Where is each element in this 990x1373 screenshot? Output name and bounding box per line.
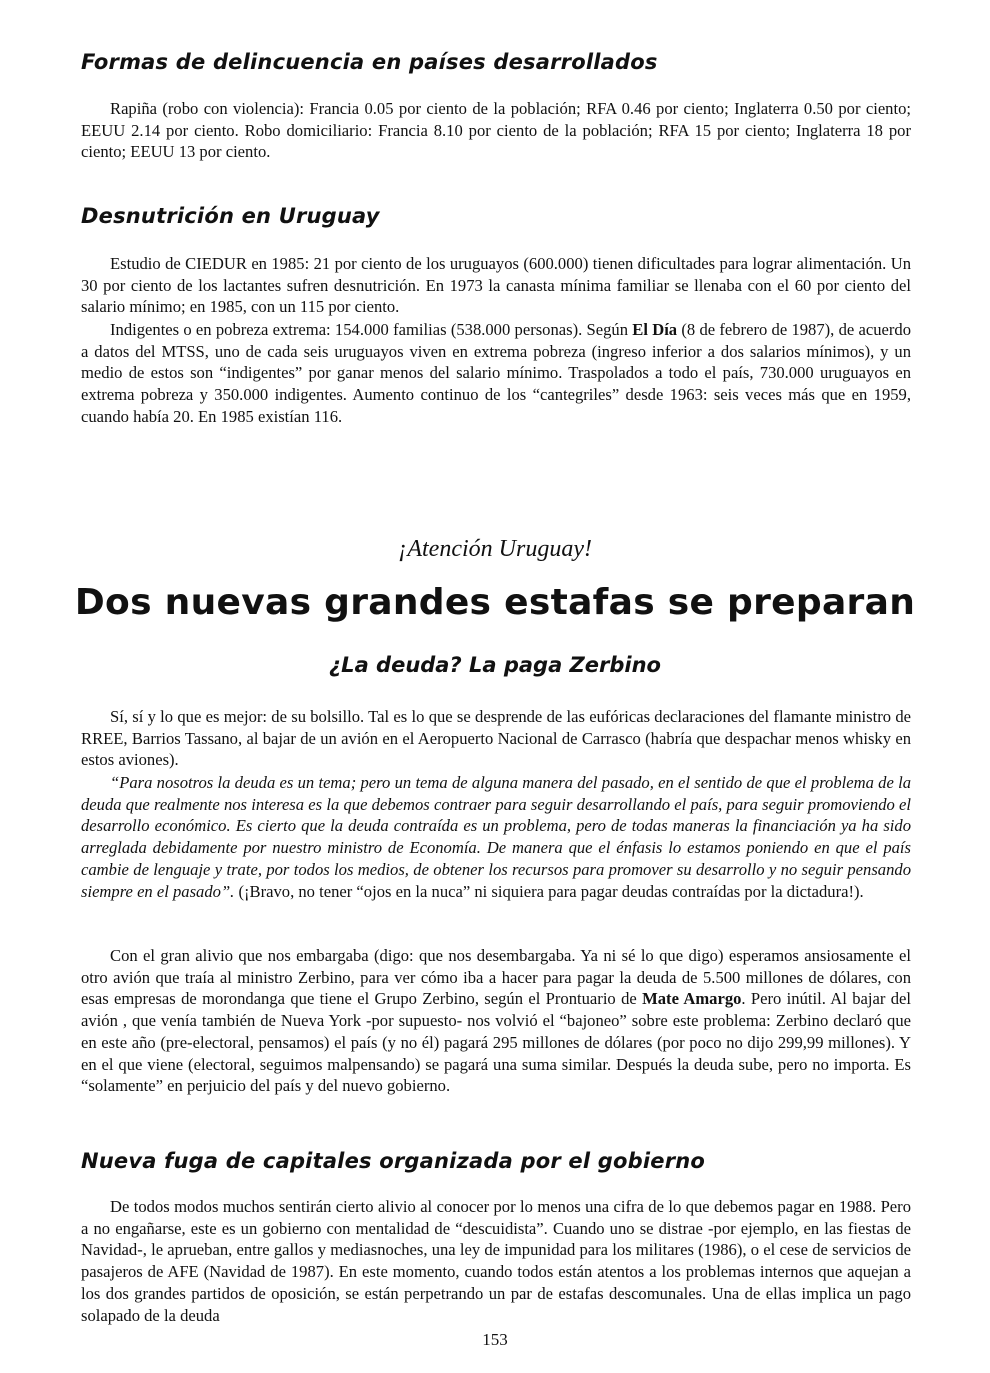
article-subhead: ¿La deuda? La paga Zerbino xyxy=(329,653,661,677)
newspaper-name: El Día xyxy=(632,320,678,339)
text-run: . Pero inútil. Al bajar del avión , que venía también de Nueva York -por supuesto- nos volvió el “bajoneo” sobre este problema: Zerbino declaró que en este año (pre-electoral, pensamos) el país (y no él) pagará 295 millones de dólares (por poco no dijo 299,99 millones). Y en el que viene (electoral, seguimos malpensando) se pagará una suma similar. Después la deuda sube, pero no importa. Es “solamente” en perjuicio del país y del nuevo gobierno. xyxy=(81,989,911,1096)
paragraph-delincuencia: Rapiña (robo con violencia): Francia 0.05 por ciento de la población; RFA 0.46 por ciento; Inglaterra 0.50 por ciento; EEUU 2.14 por ciento. Robo domiciliario: Francia 8.10 por ciento de la población; RFA 15 por ciento; Inglaterra 18 por ciento; EEUU 13 por ciento. xyxy=(81,99,911,162)
section-heading-desnutricion: Desnutrición en Uruguay xyxy=(81,204,380,228)
paragraph-desnutricion-1: Estudio de CIEDUR en 1985: 21 por ciento de los uruguayos (600.000) tienen dificultades para lograr alimentación. Un 30 por ciento de los lactantes sufren desnutrición. En 1973 la canasta mínima familiar se llenaba con el 60 por ciento del salario mínimo; en 1985, con un 115 por ciento. xyxy=(81,254,911,317)
text-run: (8 de febrero de 1987), de acuerdo a datos del MTSS, uno de cada seis uruguayos viven en extrema pobreza (ingreso inferior a dos salarios mínimos), y un medio de estos son “indigentes” por ganar menos del salario mínimo. Traspolados a todo el país, 730.000 uruguayos en extrema pobreza y 350.000 indigentes. Aumento continuo de los “cantegriles” desde 1963: seis veces más que en 1959, cuando había 20. En 1985 existían 116. xyxy=(81,320,911,426)
section-heading-fuga-capitales: Nueva fuga de capitales organizada por el gobierno xyxy=(81,1149,706,1173)
paragraph-article-3 xyxy=(81,945,911,1097)
text-run: Con el gran alivio que nos embargaba (digo: que nos desembargaba. Ya ni sé lo que digo) esperamos ansiosamente el otro avión que traía al ministro Zerbino, para ver cómo iba a hacer para pagar la deuda de 5.500 millones de dólares, con esas empresas de morondanga que tiene el Grupo Zerbino, según el Prontuario de xyxy=(81,946,911,1009)
publication-name: Mate Amargo xyxy=(642,989,742,1009)
paragraph-article-quote xyxy=(81,772,911,902)
text-run: Indigentes o en pobreza extrema: 154.000 familias (538.000 personas). Según xyxy=(110,320,633,339)
text-run: (¡Bravo, no tener “ojos en la nuca” ni siquiera para pagar deudas contraídas por la dictadura!). xyxy=(234,881,864,901)
article-kicker: ¡Atención Uruguay! xyxy=(398,536,592,562)
section-heading-delincuencia: Formas de delincuencia en países desarrollados xyxy=(81,50,658,74)
page-number: 153 xyxy=(482,1330,508,1349)
paragraph-desnutricion-2 xyxy=(81,319,911,428)
quotation: “Para nosotros la deuda es un tema; pero un tema de alguna manera del pasado, en el sentido de que el problema de la deuda que realmente nos interesa es la que debemos contraer para seguir desarrollando el país, para seguir promoviendo el desarrollo económico. Es cierto que la deuda contraída es un problema, pero de todas maneras la financiación ya ha sido arreglada debidamente por nuestro ministro de Economía. De manera que el énfasis lo estamos poniendo en que el país cambie de lenguaje y trate, por todos los medios, de obtener los recursos para promover su desarrollo y no seguir pensando siempre en el pasado”. xyxy=(81,773,911,901)
article-headline: Dos nuevas grandes estafas se preparan xyxy=(74,582,916,623)
paragraph-article-1: Sí, sí y lo que es mejor: de su bolsillo. Tal es lo que se desprende de las eufóricas declaraciones del flamante ministro de RREE, Barrios Tassano, al bajar de un avión en el Aeropuerto Nacional de Carrasco (habría que despachar menos whisky en estos aviones). xyxy=(81,707,911,770)
paragraph-fuga-capitales: De todos modos muchos sentirán cierto alivio al conocer por lo menos una cifra de lo que debemos pagar en 1988. Pero a no engañarse, este es un gobierno con mentalidad de “descuidista”. Cuando uno se distrae -por ejemplo, en las fiestas de Navidad-, le aprueban, entre gallos y mediasnoches, una ley de impunidad para los militares (1986), o el cese de servicios de pasajeros de AFE (Navidad de 1987). En este momento, cuando todos están atentos a los problemas internos que aquejan a los dos grandes partidos de oposición, se están perpetrando un par de estafas descomunales. Una de ellas implica un pago solapado de la deuda xyxy=(81,1197,911,1325)
